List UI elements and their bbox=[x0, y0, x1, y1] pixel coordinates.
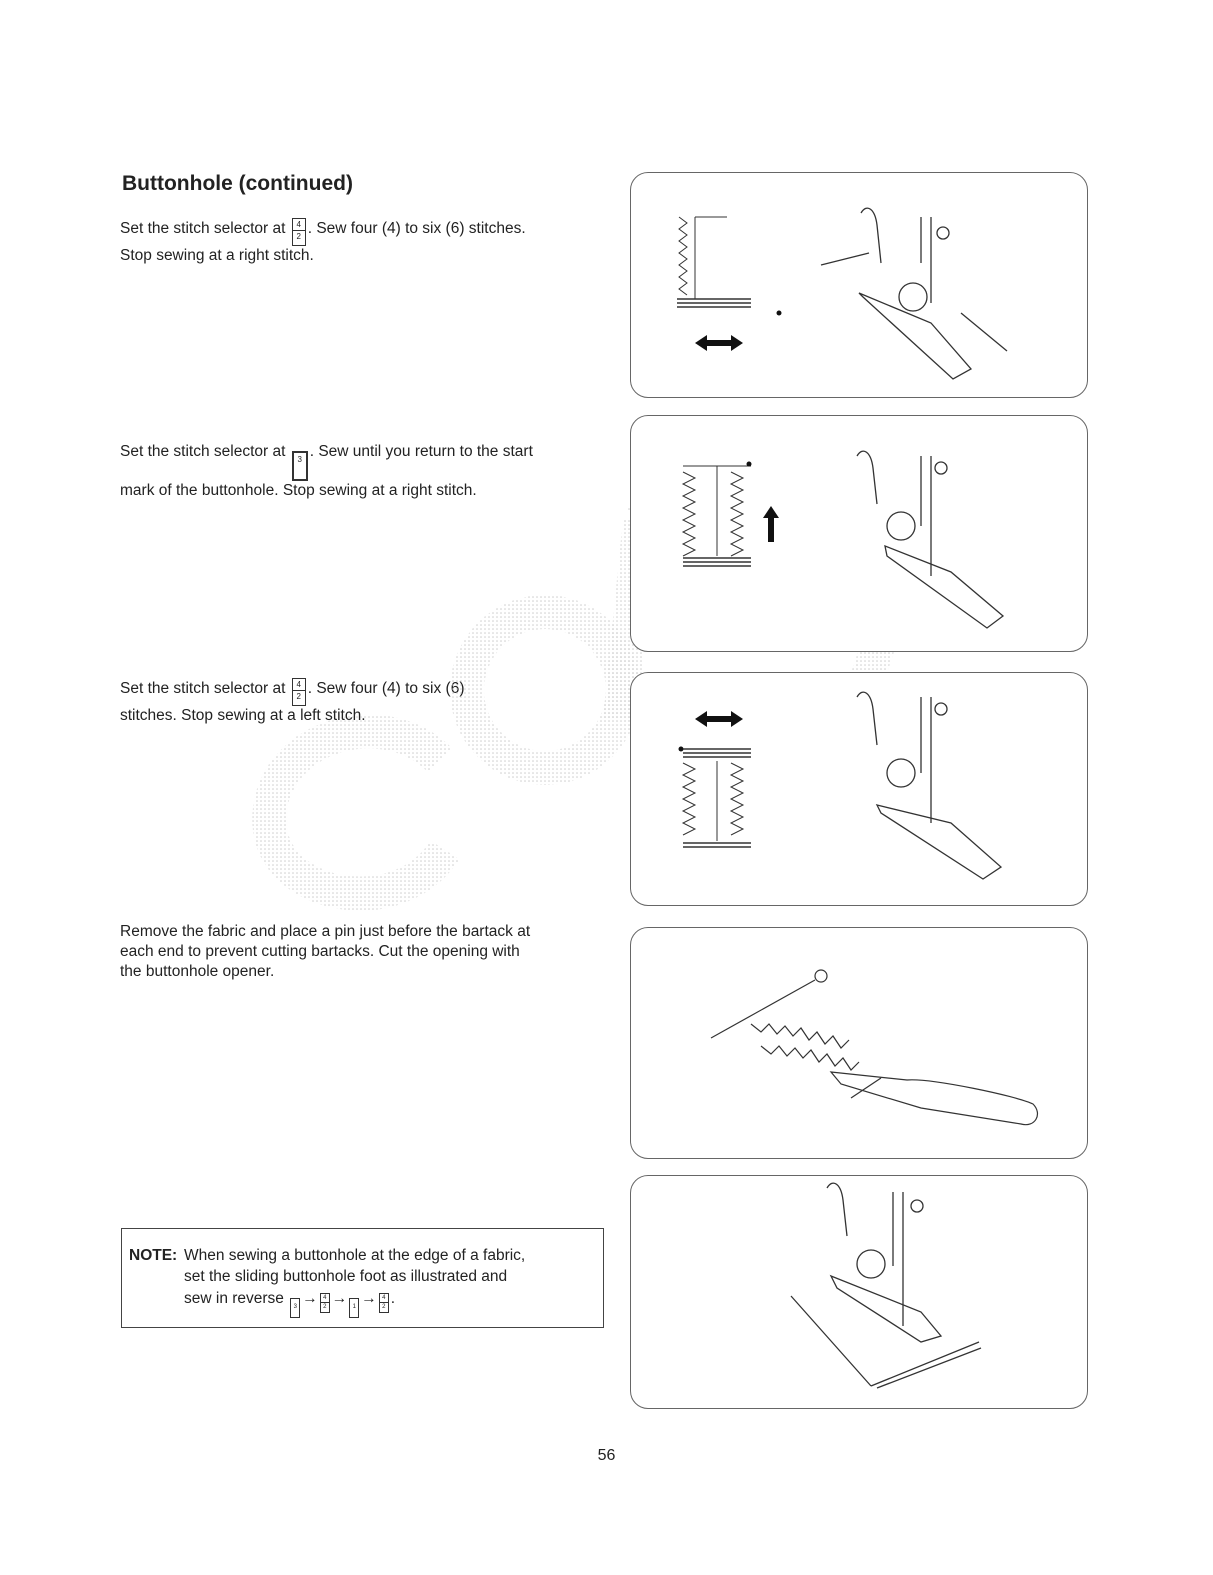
arrow-icon: → bbox=[361, 1290, 377, 1307]
step-4-text bbox=[120, 922, 610, 982]
step-1-suffix: . Sew four (4) to six (6) stitches. bbox=[307, 220, 526, 237]
side-seam-illustration bbox=[631, 416, 1087, 651]
cutting-illustration bbox=[631, 928, 1087, 1158]
step-1-prefix: Set the stitch selector at bbox=[120, 220, 286, 237]
selector-icon-3: 3 bbox=[290, 1298, 300, 1318]
step-4-line3: the buttonhole opener. bbox=[120, 963, 275, 980]
note-box bbox=[121, 1228, 604, 1328]
step-2-prefix: Set the stitch selector at bbox=[120, 443, 286, 460]
selector-icon-3: 3 bbox=[292, 451, 308, 481]
note-label: NOTE: bbox=[129, 1247, 178, 1264]
step-4-line1: Remove the fabric and place a pin just before the bartack at bbox=[120, 923, 531, 940]
selector-icon-1: 1 bbox=[349, 1298, 359, 1318]
step-3-prefix: Set the stitch selector at bbox=[120, 680, 286, 697]
selector-icon-4-2: $\frac{4}{2}$ bbox=[379, 1293, 389, 1313]
presser-foot-icon bbox=[857, 692, 1001, 879]
bartack-left-illustration bbox=[631, 673, 1087, 905]
illustration-panel-1 bbox=[630, 172, 1088, 398]
presser-foot-icon bbox=[857, 451, 1003, 628]
step-2-suffix: . Sew until you return to the start bbox=[309, 443, 533, 460]
step-1-text bbox=[120, 218, 610, 266]
edge-buttonhole-illustration bbox=[631, 1176, 1087, 1408]
page-title: Buttonhole (continued) bbox=[122, 172, 353, 195]
selector-icon-4-2: $\frac{4}{2}$ bbox=[292, 678, 306, 706]
note-line-3-prefix: sew in reverse bbox=[184, 1290, 284, 1307]
step-3-text bbox=[120, 678, 610, 726]
step-3-suffix: . Sew four (4) to six (6) bbox=[307, 680, 465, 697]
illustration-panel-5 bbox=[630, 1175, 1088, 1409]
step-3-line2: stitches. Stop sewing at a left stitch. bbox=[120, 707, 366, 724]
illustration-panel-4 bbox=[630, 927, 1088, 1159]
page-number: 56 bbox=[597, 1447, 616, 1464]
selector-icon-4-2: $\frac{4}{2}$ bbox=[320, 1293, 330, 1313]
note-line-1: When sewing a buttonhole at the edge of a fabric, bbox=[184, 1247, 526, 1264]
up-arrow-icon bbox=[763, 506, 779, 542]
arrow-icon: → bbox=[331, 1290, 348, 1307]
note-line-2: set the sliding buttonhole foot as illustrated and bbox=[184, 1268, 508, 1285]
presser-foot-icon bbox=[821, 208, 1007, 379]
step-2-text bbox=[120, 442, 610, 501]
note-line-3 bbox=[184, 1288, 395, 1318]
step-4-line2: each end to prevent cutting bartacks. Cut the opening with bbox=[120, 943, 520, 960]
presser-foot-icon bbox=[791, 1183, 981, 1388]
arrow-icon: → bbox=[302, 1290, 318, 1307]
note-line-3-suffix: . bbox=[390, 1290, 396, 1307]
illustration-panel-3 bbox=[630, 672, 1088, 906]
step-1-line2: Stop sewing at a right stitch. bbox=[120, 247, 314, 264]
illustration-panel-2 bbox=[630, 415, 1088, 652]
bartack-illustration bbox=[631, 173, 1087, 397]
selector-icon-4-2: $\frac{4}{2}$ bbox=[292, 218, 306, 246]
double-arrow-icon bbox=[695, 335, 743, 351]
step-2-line2: mark of the buttonhole. Stop sewing at a right stitch. bbox=[120, 482, 477, 499]
double-arrow-icon bbox=[695, 711, 743, 727]
